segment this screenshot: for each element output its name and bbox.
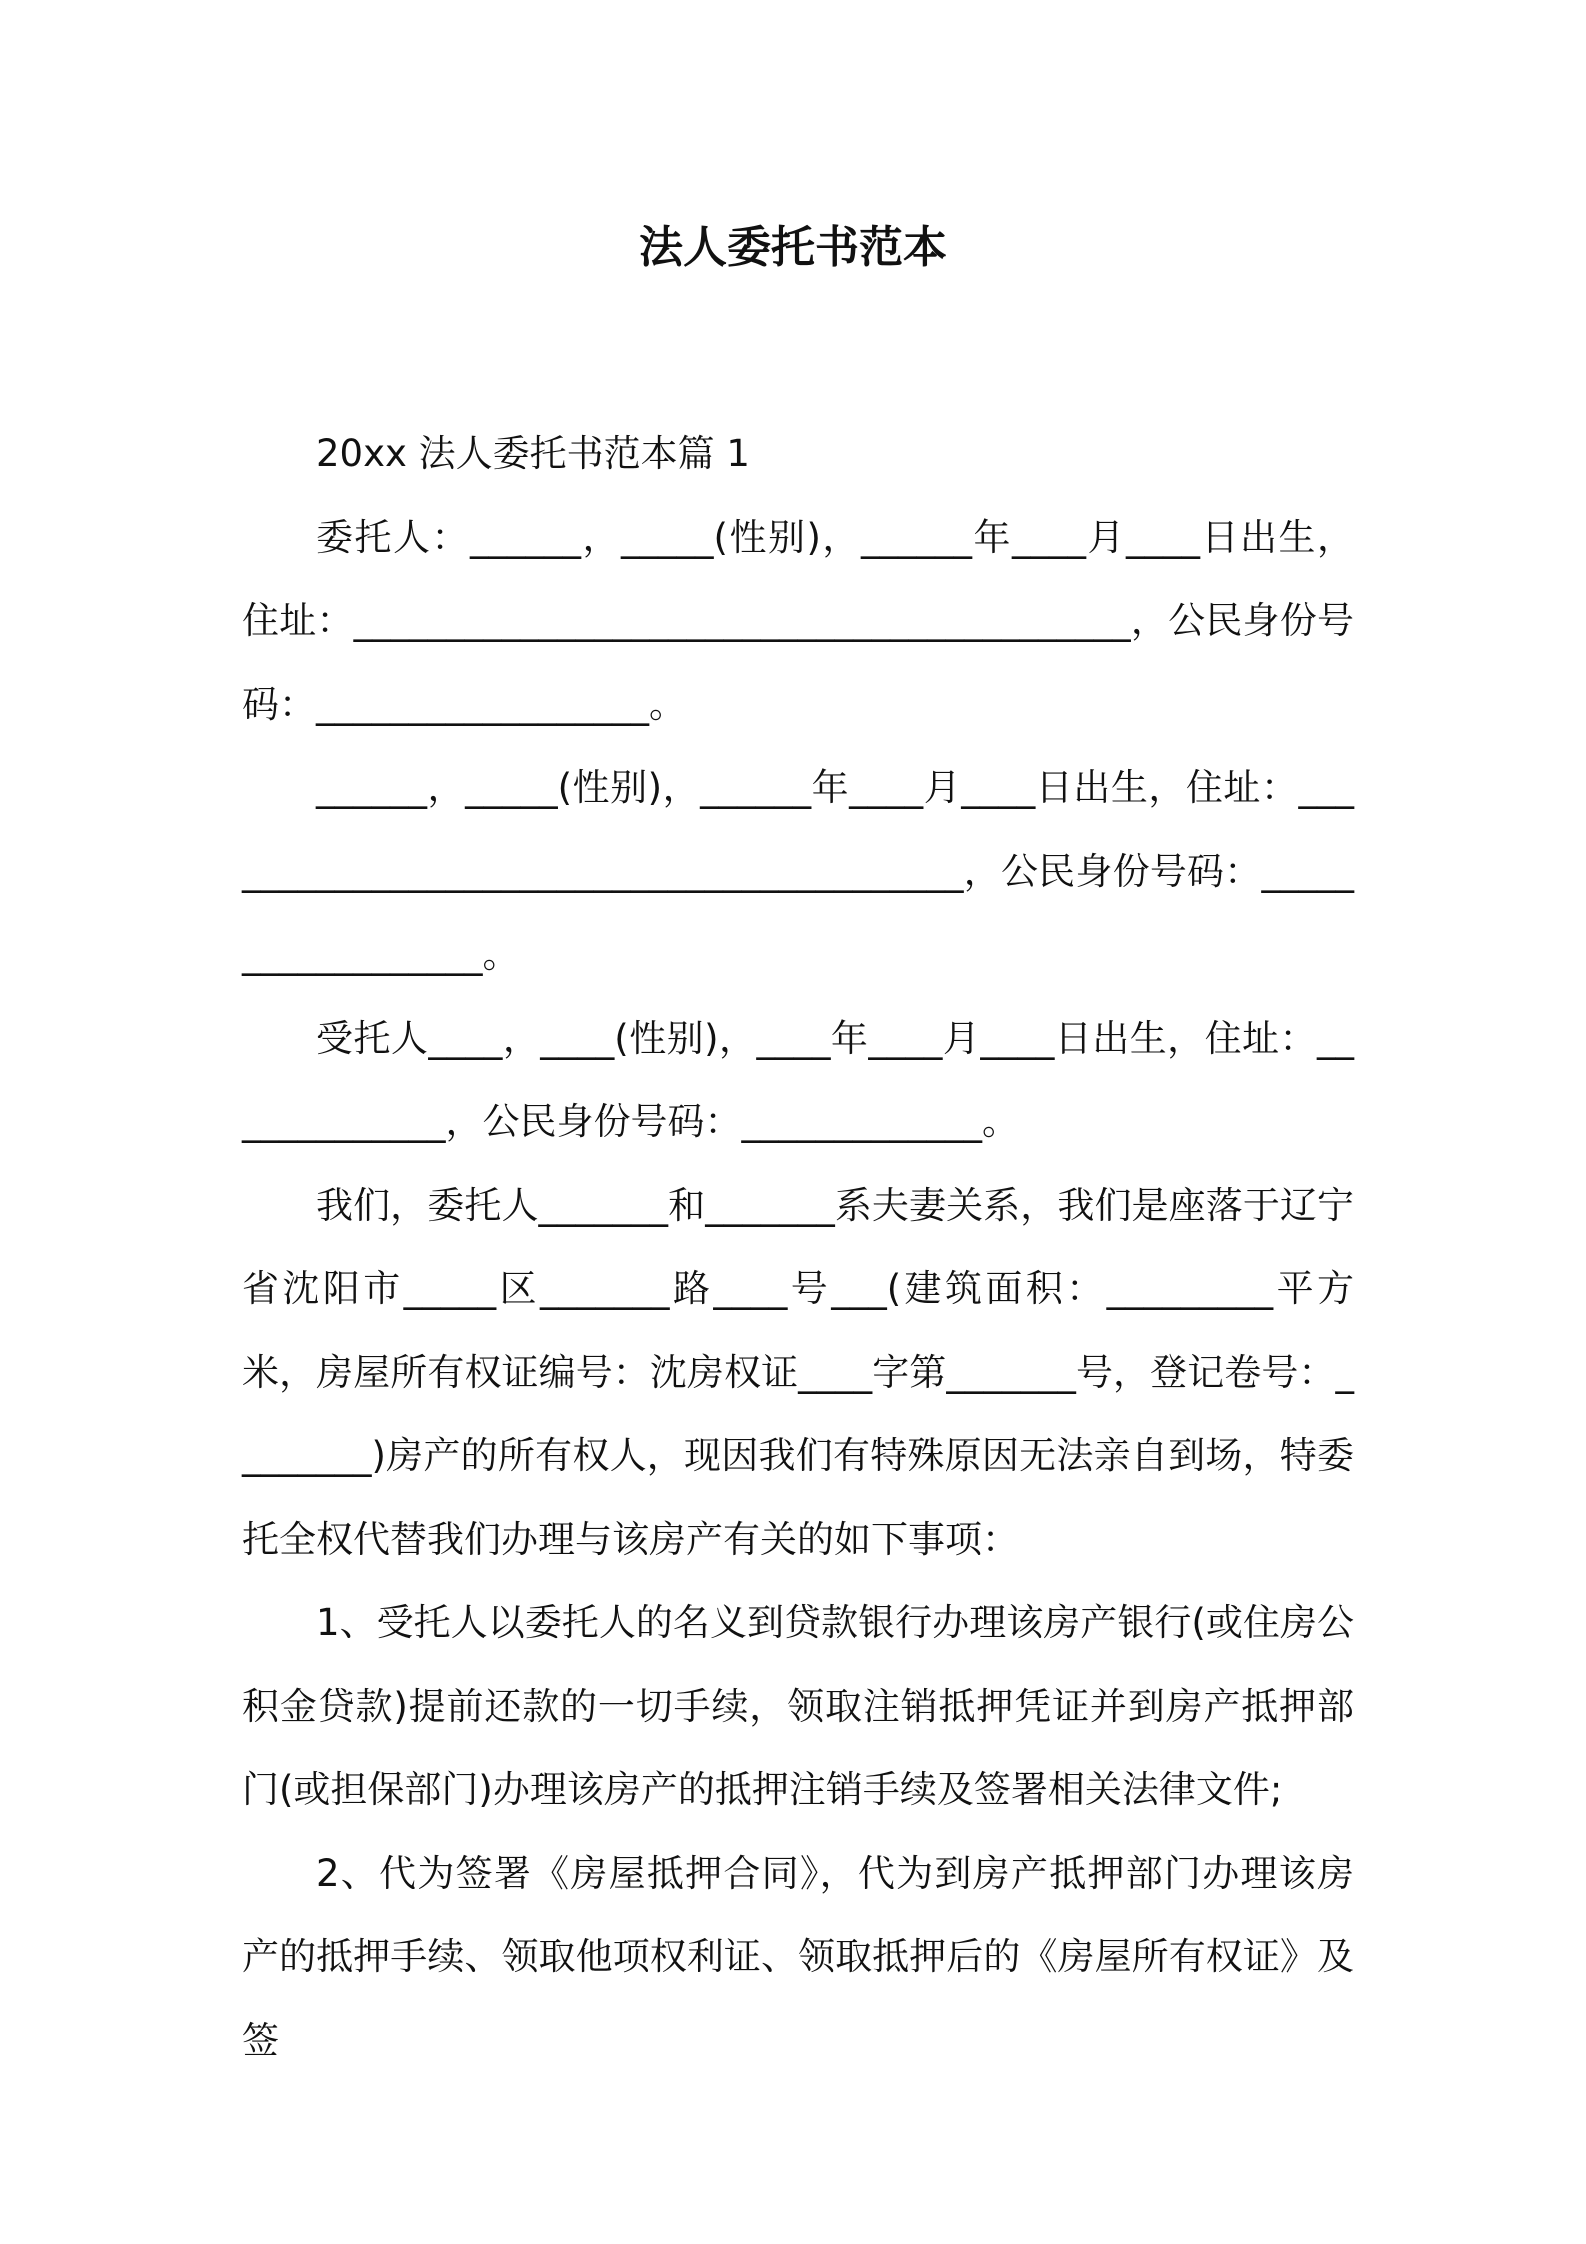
document-body (242, 412, 1354, 2082)
section-heading: 20xx 法人委托书范本篇 1 (316, 432, 750, 475)
paragraph-property-statement: 我们，委托人_______和_______系夫妻关系，我们是座落于辽宁省沈阳市_____区_______路____号___(建筑面积：_________平方米，房屋所有权证编号：沈房权证____字第_______号，登记卷号：________)房产的所有权人，现因我们有特殊原因无法亲自到场，特委托全权代替我们办理与该房产有关的如下事项： (242, 1183, 1354, 1561)
paragraph-agent: 受托人____，____(性别)，____年____月____日出生，住址：_____________，公民身份号码：_____________。 (242, 1016, 1354, 1143)
paragraph-principal-2: ______，_____(性别)，______年____月____日出生，住址：__________________________________________，公民身份号码：__________________。 (242, 766, 1354, 976)
document-title: 法人委托书范本 (639, 222, 947, 273)
paragraph-item-1: 1、受托人以委托人的名义到贷款银行办理该房产银行(或住房公积金贷款)提前还款的一切手续，领取注销抵押凭证并到房产抵押部门(或担保部门)办理该房产的抵押注销手续及签署相关法律文件; (242, 1601, 1354, 1811)
paragraph-principal-1: 委托人：______，_____(性别)，______年____月____日出生，住址：__________________________________________，公民身份号码：__________________。 (242, 515, 1354, 726)
paragraph-item-2: 2、代为签署《房屋抵押合同》，代为到房产抵押部门办理该房产的抵押手续、领取他项权利证、领取抵押后的《房屋所有权证》及签 (242, 1851, 1354, 2062)
